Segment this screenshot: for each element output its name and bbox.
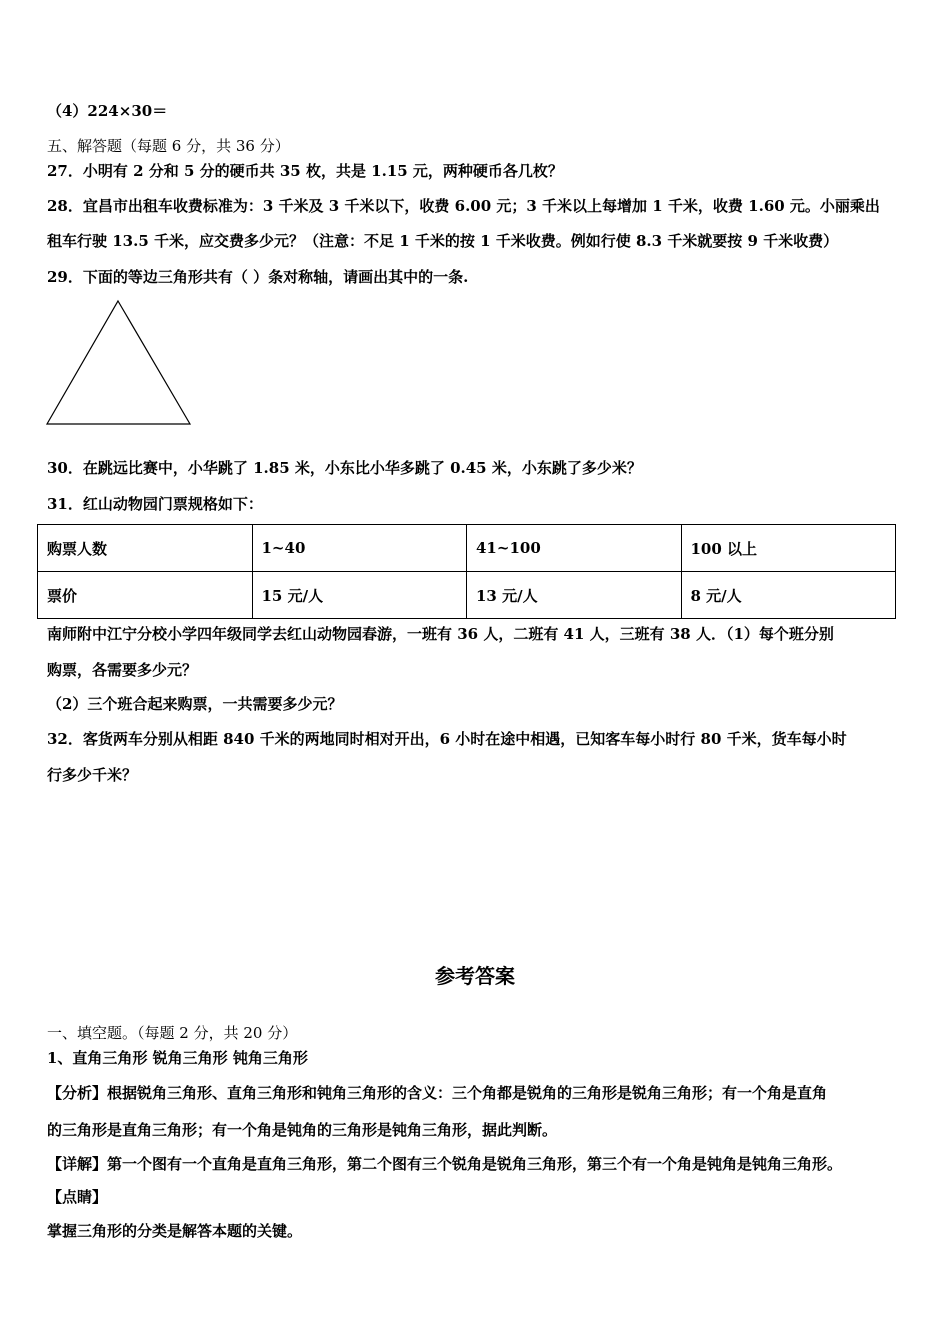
question-31: 31．红山动物园门票规格如下： xyxy=(47,495,263,513)
table-cell: 41~100 xyxy=(467,525,682,572)
question-31-text-3: （2）三个班合起来购票，一共需要多少元？ xyxy=(47,695,343,713)
table-header-row xyxy=(38,525,896,572)
question-4: （4）224×30＝ xyxy=(47,102,168,120)
question-28-line-1: 28．宜昌市出租车收费标准为：3 千米及 3 千米以下，收费 6.00 元；3 千米以上每增加 1 千米，收费 1.60 元。小丽乘出 xyxy=(47,197,880,215)
section-1-heading: 一、填空题。（每题 2 分，共 20 分） xyxy=(47,1024,298,1042)
table-cell: 8 元/人 xyxy=(681,572,896,619)
table-cell: 票价 xyxy=(38,572,253,619)
question-30: 30．在跳远比赛中，小华跳了 1.85 米，小东比小华多跳了 0.45 米，小东跳了多少米？ xyxy=(47,459,642,477)
question-29: 29．下面的等边三角形共有（ ）条对称轴，请画出其中的一条. xyxy=(47,268,469,286)
table-row xyxy=(38,572,896,619)
table-cell: 13 元/人 xyxy=(467,572,682,619)
ticket-price-table xyxy=(37,524,896,619)
section-5-heading: 五、解答题（每题 6 分，共 36 分） xyxy=(47,137,290,155)
equilateral-triangle-figure xyxy=(45,298,195,428)
table-cell: 15 元/人 xyxy=(252,572,467,619)
answer-1: 1、直角三角形 锐角三角形 钝角三角形 xyxy=(47,1049,308,1067)
answer-title: 参考答案 xyxy=(435,964,515,988)
question-31-text-1: 南师附中江宁分校小学四年级同学去红山动物园春游，一班有 36 人，二班有 41 人，三班有 38 人．（1）每个班分别 xyxy=(47,625,834,643)
question-32-line-2: 行多少千米？ xyxy=(47,766,138,784)
detail-line: 【详解】第一个图有一个直角是直角三角形，第二个图有三个锐角是锐角三角形，第三个有一个角是钝角是钝角三角形。 xyxy=(47,1155,843,1173)
analysis-line-2: 的三角形是直角三角形；有一个角是钝角的三角形是钝角三角形，据此判断。 xyxy=(47,1121,558,1139)
question-28-line-2: 租车行驶 13.5 千米，应交费多少元？（注意：不足 1 千米的按 1 千米收费。例如行使 8.3 千米就要按 9 千米收费） xyxy=(47,232,839,250)
point-text: 掌握三角形的分类是解答本题的关键。 xyxy=(47,1222,303,1240)
table-cell: 1~40 xyxy=(252,525,467,572)
question-27: 27．小明有 2 分和 5 分的硬币共 35 枚，共是 1.15 元，两种硬币各几枚？ xyxy=(47,162,563,180)
question-32-line-1: 32．客货两车分别从相距 840 千米的两地同时相对开出，6 小时在途中相遇，已知客车每小时行 80 千米，货车每小时 xyxy=(47,730,847,748)
table-cell: 100 以上 xyxy=(681,525,896,572)
question-31-text-2: 购票，各需要多少元？ xyxy=(47,661,198,679)
table-cell: 购票人数 xyxy=(38,525,253,572)
analysis-line-1: 【分析】根据锐角三角形、直角三角形和钝角三角形的含义：三个角都是锐角的三角形是锐角三角形；有一个角是直角 xyxy=(47,1084,828,1102)
point-label: 【点睛】 xyxy=(47,1188,108,1206)
